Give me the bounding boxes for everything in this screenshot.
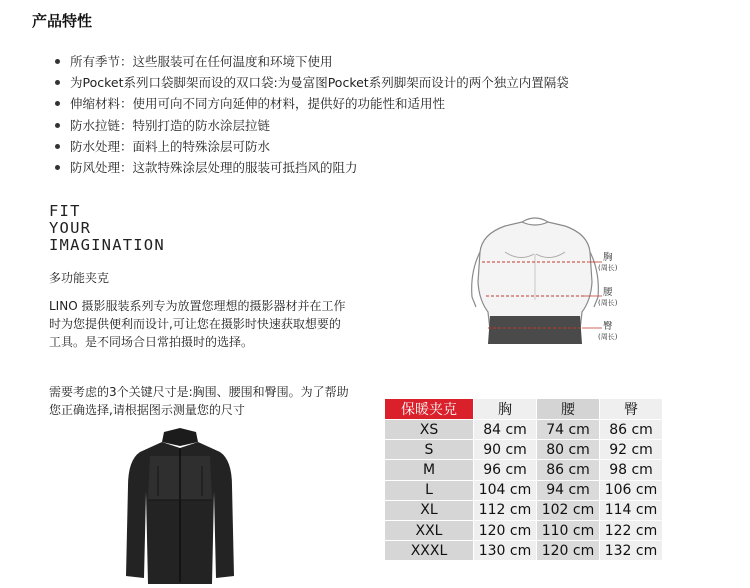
slogan-line: FIT xyxy=(49,202,81,220)
feature-list xyxy=(52,51,569,178)
feature-item: 所有季节：这些服装可在任何温度和环境下使用 xyxy=(52,51,569,72)
size-cell: M xyxy=(385,460,474,480)
slogan xyxy=(49,203,165,254)
chest-cell: 120 cm xyxy=(474,520,537,540)
table-row xyxy=(385,420,663,440)
feature-item: 伸缩材料：使用可向不同方向延伸的材料，提供好的功能性和适用性 xyxy=(52,93,569,114)
size-cell: L xyxy=(385,480,474,500)
hip-cell: 122 cm xyxy=(600,520,663,540)
table-row xyxy=(385,541,663,561)
waist-cell: 86 cm xyxy=(537,460,600,480)
chest-cell: 90 cm xyxy=(474,440,537,460)
size-cell: XS xyxy=(385,420,474,440)
table-row xyxy=(385,520,663,540)
body-measurement-diagram xyxy=(460,212,630,352)
size-cell: XXXL xyxy=(385,541,474,561)
waist-label-sub: (周长) xyxy=(598,299,618,307)
hip-label xyxy=(598,322,617,342)
waist-cell: 94 cm xyxy=(537,480,600,500)
hip-cell: 114 cm xyxy=(600,500,663,520)
chest-cell: 96 cm xyxy=(474,460,537,480)
waist-cell: 120 cm xyxy=(537,541,600,561)
chest-label xyxy=(598,253,617,273)
hip-cell: 86 cm xyxy=(600,420,663,440)
hip-cell: 98 cm xyxy=(600,460,663,480)
waist-label-text: 腰 xyxy=(602,287,613,298)
size-table-header-cell: 腰 xyxy=(537,399,600,420)
hip-cell: 92 cm xyxy=(600,440,663,460)
waist-label xyxy=(598,288,617,308)
feature-item: 防风处理：这款特殊涂层处理的服装可抵挡风的阻力 xyxy=(52,157,569,178)
waist-cell: 102 cm xyxy=(537,500,600,520)
slogan-line: IMAGINATION xyxy=(49,236,165,254)
size-cell: XXL xyxy=(385,520,474,540)
size-table-header-cell: 臀 xyxy=(600,399,663,420)
hip-label-text: 臀 xyxy=(602,321,613,332)
slogan-line: YOUR xyxy=(49,219,92,237)
product-subtitle: 多功能夹克 xyxy=(49,271,110,285)
product-description: LINO 摄影服装系列专为放置您理想的摄影器材并在工作时为您提供便利而设计,可让您在摄影时快速获取想要的工具。是不同场合日常拍摄时的选择。 xyxy=(49,299,346,349)
table-row xyxy=(385,440,663,460)
hip-cell: 106 cm xyxy=(600,480,663,500)
chest-cell: 112 cm xyxy=(474,500,537,520)
size-table-header-cell: 胸 xyxy=(474,399,537,420)
size-table xyxy=(384,398,663,561)
table-row xyxy=(385,480,663,500)
section-heading: 产品特性 xyxy=(32,12,93,30)
size-table-header-cell: 保暖夹克 xyxy=(385,399,474,420)
chest-label-text: 胸 xyxy=(602,252,613,263)
chest-label-sub: (周长) xyxy=(598,264,618,272)
size-table-header xyxy=(385,399,663,420)
feature-item: 防水拉链：特别打造的防水涂层拉链 xyxy=(52,115,569,136)
jacket-image xyxy=(120,426,240,584)
hip-cell: 132 cm xyxy=(600,541,663,561)
waist-cell: 80 cm xyxy=(537,440,600,460)
table-row xyxy=(385,460,663,480)
waist-cell: 74 cm xyxy=(537,420,600,440)
size-cell: S xyxy=(385,440,474,460)
table-row xyxy=(385,500,663,520)
hip-label-sub: (周长) xyxy=(598,333,618,341)
feature-item: 为Pocket系列口袋脚架而设的双口袋:为曼富图Pocket系列脚架而设计的两个独立内置隔袋 xyxy=(52,72,569,93)
size-cell: XL xyxy=(385,500,474,520)
measure-note: 需要考虑的3个关键尺寸是:胸围、腰围和臀围。为了帮助您正确选择,请根据图示测量您的尺寸 xyxy=(49,385,349,417)
feature-item: 防水处理：面料上的特殊涂层可防水 xyxy=(52,136,569,157)
chest-cell: 130 cm xyxy=(474,541,537,561)
chest-cell: 104 cm xyxy=(474,480,537,500)
waist-cell: 110 cm xyxy=(537,520,600,540)
chest-cell: 84 cm xyxy=(474,420,537,440)
